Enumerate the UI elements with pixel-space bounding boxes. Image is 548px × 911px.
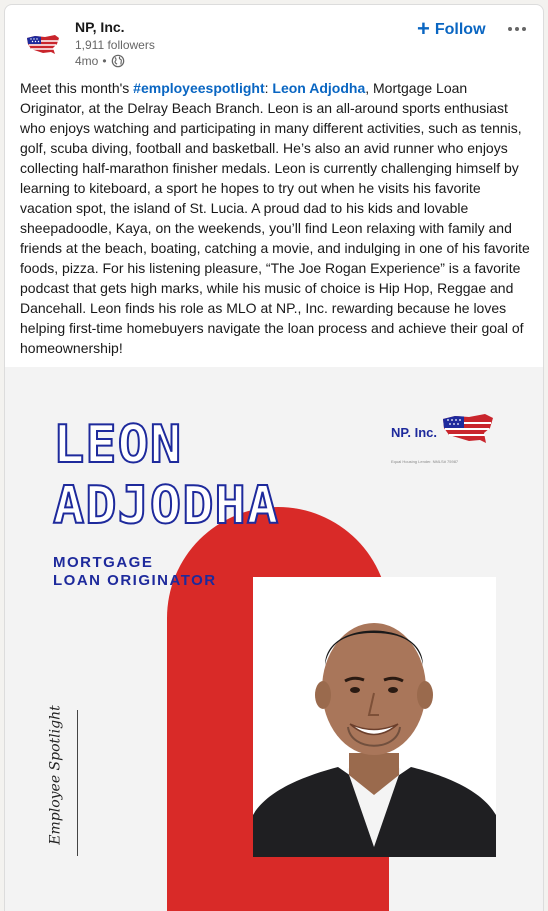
post-text-intro: Meet this month's: [20, 80, 134, 96]
employee-spotlight-label: Employee Spotlight: [47, 705, 64, 845]
last-name-heading: ADJODHA: [53, 476, 280, 536]
spotlight-divider: [77, 710, 78, 856]
mention-link[interactable]: Leon Adjodha: [272, 80, 366, 96]
role-line-2: LOAN ORIGINATOR: [53, 572, 217, 589]
employee-portrait: [253, 577, 496, 857]
post-meta: [75, 54, 125, 68]
post-age: 4mo: [75, 54, 99, 68]
hashtag-link[interactable]: #employeespotlight: [133, 80, 265, 96]
post-body-text: [20, 78, 530, 358]
role-line-1: MORTGAGE: [53, 554, 154, 571]
plus-icon: +: [417, 16, 430, 41]
company-logo[interactable]: [23, 25, 63, 65]
more-options-button[interactable]: [503, 17, 531, 41]
portrait-illustration: [253, 577, 496, 857]
company-name[interactable]: NP, Inc.: [75, 19, 125, 35]
meta-separator: •: [102, 54, 107, 68]
us-map-flag-icon: [25, 32, 61, 58]
post-image[interactable]: [5, 367, 543, 911]
brand-logo: [385, 411, 497, 468]
post-text-body: , Mortgage Loan Originator, at the Delray Beach Branch. Leon is an all-around sports enthusiast who enjoys watching and participating in many different activities, such as tennis, golf, scuba diving, football and basketball. He’s also an avid runner who enjoys collecting half-marathon finisher medals. Leon is currently challenging himself by learning to kiteboard, a sport he hopes to try out when he visits his favorite vacation spot, the island of St. Lucia. A proud dad to his kids and lovable sheepadoodle, Kaya, on the weekends, you’ll find Leon relaxing with family and friends at the beach, boating, catching a movie, and indulging in one of his favorite foods, pizza. For his listening pleasure, “The Joe Rogan Experience” is a favorite podcast that gets high marks, while his music of choice is Hip Hop, Reggae and Dancehall. Leon finds his role as MLO at NP., Inc. rewarding because he loves helping first-time homebuyers navigate the loan process and achieve their goal of homeownership!: [20, 80, 530, 356]
post-header: [5, 5, 543, 77]
brand-name: NP. Inc.: [391, 425, 438, 440]
follower-count: 1,911 followers: [75, 38, 155, 52]
follow-label: Follow: [434, 21, 486, 38]
more-dots-icon: [508, 27, 526, 31]
brand-fineprint: Equal Housing Lender. NMLS# 75987: [391, 459, 459, 464]
globe-icon: [111, 54, 125, 68]
follow-button[interactable]: [417, 16, 486, 44]
feed-post-card: [4, 4, 544, 911]
post-text-colon: :: [264, 80, 273, 96]
first-name-heading: LEON: [53, 415, 183, 475]
